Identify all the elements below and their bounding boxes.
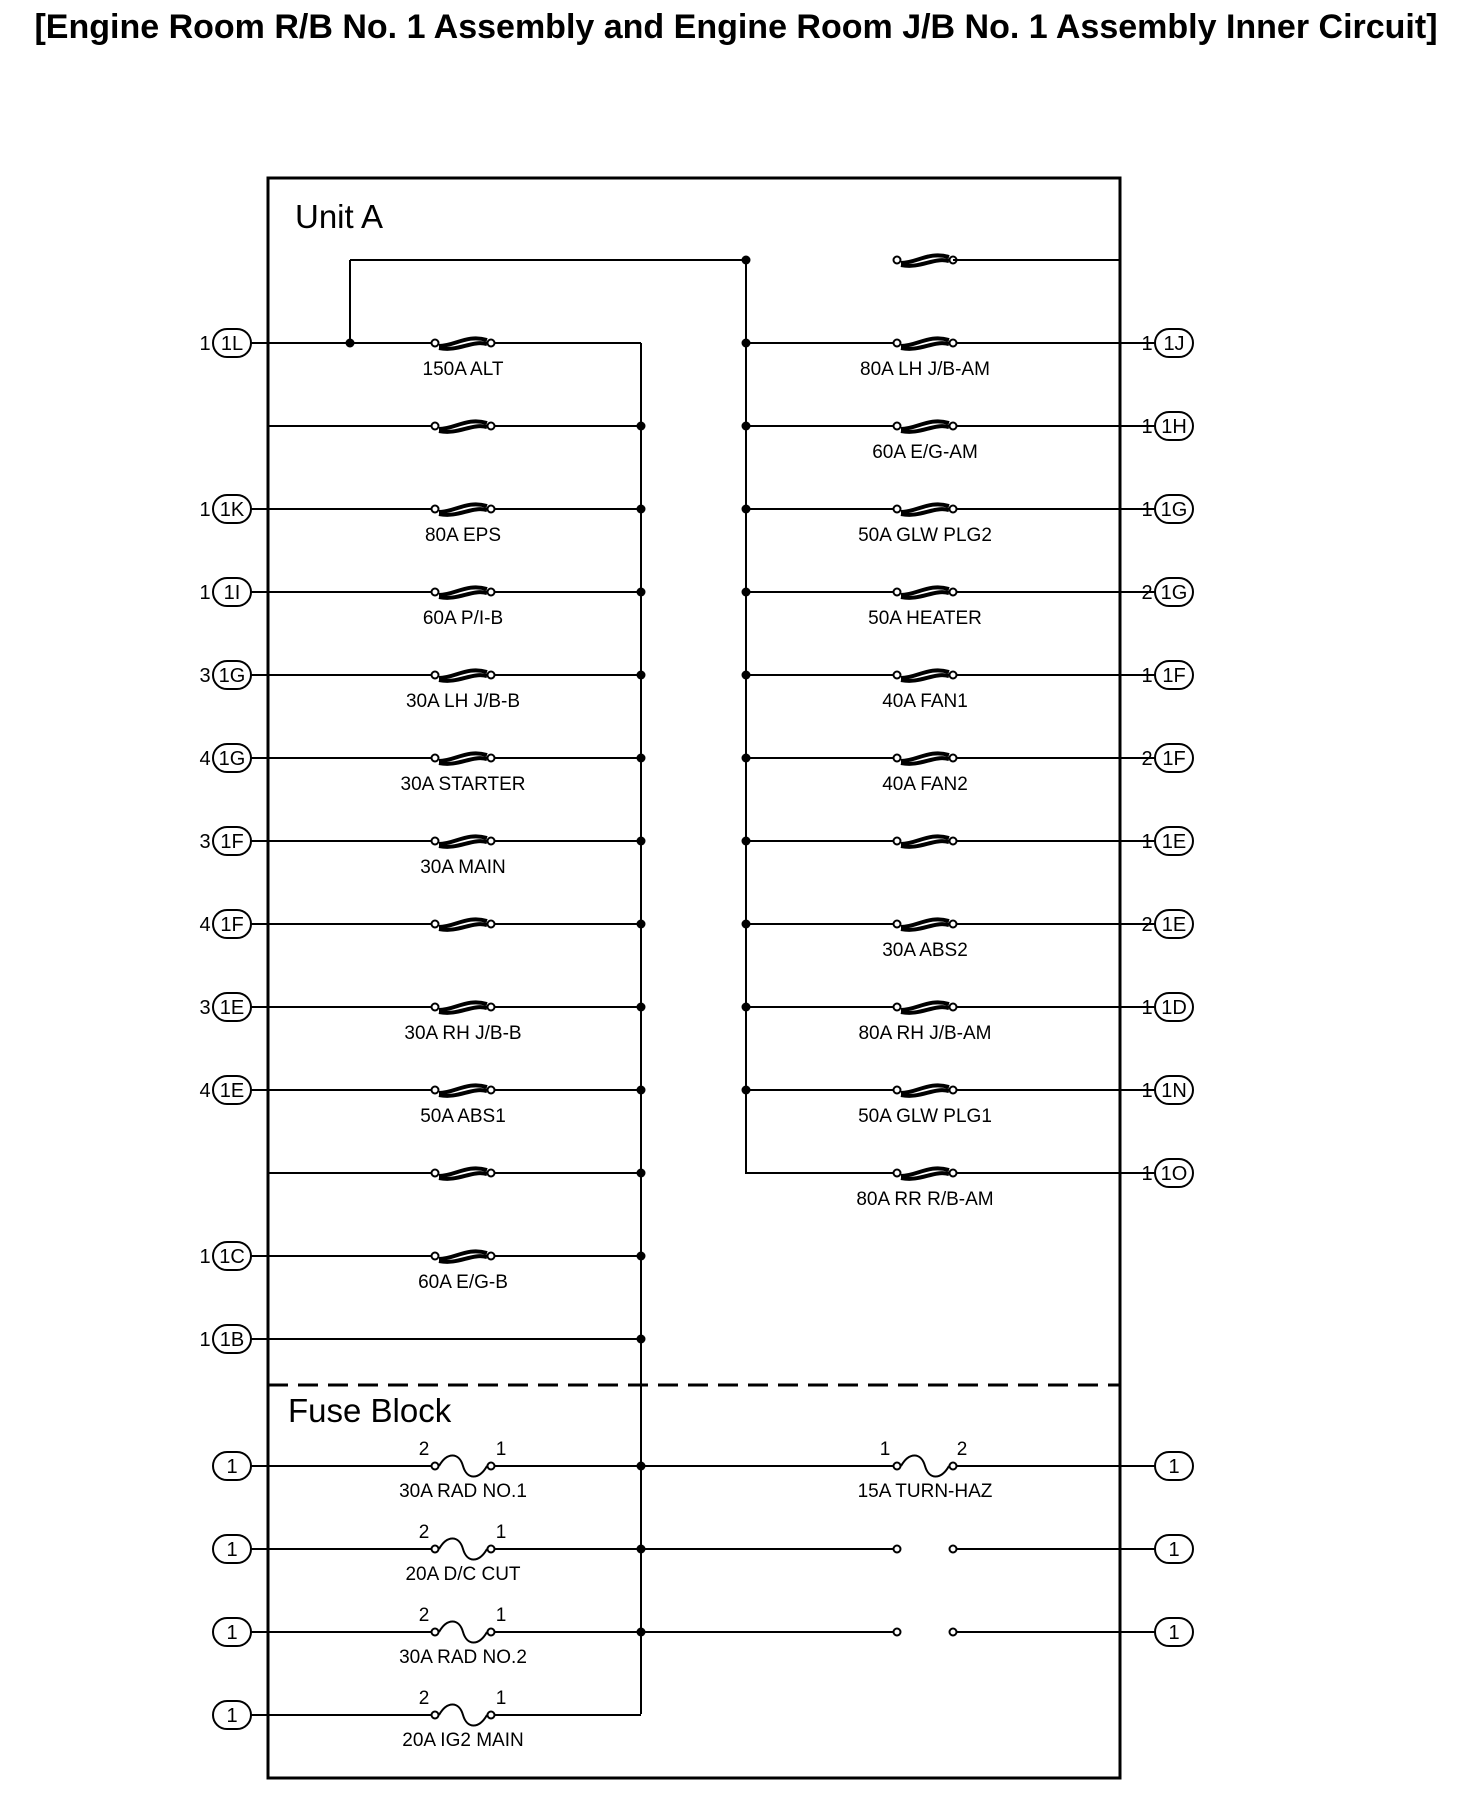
connector-id: 1E [1161,831,1187,853]
connector-id: 1 [1168,1539,1180,1561]
assembly-box [268,178,1120,1778]
fuse-terminal [894,838,901,845]
fuse-terminal [894,755,901,762]
fuse-terminal [488,1253,495,1260]
fuse-terminal [894,257,901,264]
junction-dot [637,671,646,680]
fuse-terminal [950,755,957,762]
empty-slot-gap [897,1624,953,1640]
fuse-terminal [894,589,901,596]
connector-id: 1 [1168,1622,1180,1644]
fuse-terminal [432,921,439,928]
fuse-terminal [432,1463,439,1470]
connector-id: 1 [226,1705,238,1727]
fuse-terminal [488,1004,495,1011]
fuse-terminal [894,340,901,347]
fuse-terminal [432,589,439,596]
empty-slot-terminal [894,1546,901,1553]
connector-pin: 1 [1141,1080,1153,1102]
junction-dot [637,837,646,846]
junction-dot [742,1086,751,1095]
connector-pin: 4 [199,1080,211,1102]
connector-id: 1F [220,914,244,936]
junction-dot [346,339,355,348]
fuse-label: 80A LH J/B-AM [860,359,990,380]
connector-pin: 1 [1141,416,1153,438]
connector-id: 1F [1162,665,1186,687]
fuse-terminal [950,589,957,596]
fuse-terminal [950,1170,957,1177]
fuse-terminal [950,921,957,928]
junction-dot [637,505,646,514]
fuse-label: 30A ABS2 [882,940,968,961]
fuse-terminal [432,1546,439,1553]
fuse-block-label: Fuse Block [288,1392,452,1429]
fuse-pin-number: 2 [418,1439,430,1460]
connector-id: 1 [1168,1456,1180,1478]
connector-id: 1B [219,1329,245,1351]
connector-pin: 1 [199,582,211,604]
fuse-terminal [950,506,957,513]
connector-id: 1H [1161,416,1187,438]
fuse-pin-number: 2 [418,1522,430,1543]
fuse-label: 150A ALT [422,359,504,380]
junction-dot [742,754,751,763]
fuse-terminal [488,1087,495,1094]
fuse-label: 15A TURN-HAZ [857,1481,993,1502]
junction-dot [742,588,751,597]
connector-pin: 1 [1141,333,1153,355]
unit-a-label: Unit A [295,198,384,235]
fuse-terminal [432,1253,439,1260]
junction-dot [637,754,646,763]
connector-pin: 4 [199,748,211,770]
junction-dot [742,422,751,431]
fuse-terminal [432,1004,439,1011]
fuse-terminal [432,1087,439,1094]
fuse-terminal [432,672,439,679]
junction-dot [742,837,751,846]
connector-id: 1 [226,1622,238,1644]
empty-slot-terminal [894,1629,901,1636]
connector-id: 1G [1160,582,1188,604]
fuse-pin-number: 1 [495,1439,507,1460]
fuse-terminal [894,1087,901,1094]
fuse-pin-number: 2 [418,1688,430,1709]
fuse-terminal [488,423,495,430]
connector-id: 1E [219,997,245,1019]
fuse-label: 50A ABS1 [420,1106,506,1127]
fuse-terminal [432,1170,439,1177]
connector-id: 1O [1160,1163,1188,1185]
fuse-label: 40A FAN2 [882,774,968,795]
junction-dot [742,505,751,514]
connector-id: 1D [1161,997,1187,1019]
fuse-label: 50A HEATER [868,608,982,629]
junction-dot [637,422,646,431]
fuse-terminal [432,423,439,430]
fuse-label: 40A FAN1 [882,691,968,712]
fuse-label: 50A GLW PLG2 [858,525,992,546]
fuse-label: 30A RAD NO.2 [399,1647,527,1668]
fuse-terminal [950,340,957,347]
connector-pin: 3 [199,665,211,687]
fuse-label: 30A LH J/B-B [405,691,521,712]
fuse-terminal [950,1004,957,1011]
connector-pin: 1 [1141,665,1153,687]
connector-id: 1C [219,1246,245,1268]
fuse-pin-number: 2 [418,1605,430,1626]
fuse-pin-number: 1 [495,1522,507,1543]
fuse-terminal [432,755,439,762]
connector-pin: 1 [199,1246,211,1268]
fuse-terminal [488,340,495,347]
junction-dot [742,920,751,929]
fuse-label: 30A RH J/B-B [404,1023,522,1044]
junction-dot [637,1086,646,1095]
fuse-pin-number: 2 [956,1439,968,1460]
fuse-pin-number: 1 [495,1688,507,1709]
fuse-terminal [488,838,495,845]
fuse-terminal [488,921,495,928]
fuse-label: 30A STARTER [400,774,526,795]
connector-pin: 1 [199,499,211,521]
fuse-terminal [432,340,439,347]
fuse-terminal [950,423,957,430]
fuse-terminal [432,1629,439,1636]
fuse-label: 60A E/G-AM [872,442,978,463]
page-title: [Engine Room R/B No. 1 Assembly and Engine Room J/B No. 1 Assembly Inner Circuit] [34,8,1438,46]
connector-id: 1F [220,831,244,853]
fuse-label: 60A E/G-B [418,1272,508,1293]
fuse-terminal [894,1004,901,1011]
empty-slot-terminal [950,1546,957,1553]
fuse-pin-number: 1 [495,1605,507,1626]
fuse-terminal [950,672,957,679]
fuse-terminal [488,1170,495,1177]
connector-id: 1N [1161,1080,1187,1102]
junction-dot [742,1003,751,1012]
connector-pin: 1 [1141,831,1153,853]
fuse-terminal [488,506,495,513]
fuse-terminal [488,589,495,596]
junction-dot [637,588,646,597]
fuse-label: 80A RR R/B-AM [856,1189,994,1210]
junction-dot [637,1003,646,1012]
junction-dot [637,920,646,929]
connector-id: 1J [1163,333,1185,355]
connector-id: 1G [1160,499,1188,521]
fuse-terminal [894,1170,901,1177]
fuse-terminal [432,1712,439,1719]
fuse-terminal [894,921,901,928]
connector-id: 1E [219,1080,245,1102]
connector-id: 1 [226,1456,238,1478]
fuse-label: 80A RH J/B-AM [858,1023,992,1044]
connector-id: 1L [220,333,244,355]
junction-dot [637,1252,646,1261]
fuse-terminal [488,1546,495,1553]
connector-pin: 1 [1141,1163,1153,1185]
connector-pin: 1 [199,1329,211,1351]
connector-id: 1I [223,582,241,604]
fuse-terminal [950,1087,957,1094]
connector-pin: 3 [199,831,211,853]
connector-pin: 2 [1141,748,1153,770]
connector-id: 1K [219,499,245,521]
fuse-terminal [488,1463,495,1470]
connector-pin: 3 [199,997,211,1019]
fuse-terminal [488,1629,495,1636]
connector-id: 1E [1161,914,1187,936]
connector-id: 1 [226,1539,238,1561]
connector-id: 1F [1162,748,1186,770]
fuse-label: 20A D/C CUT [405,1564,521,1585]
fuse-label: 60A P/I-B [422,608,504,629]
fuse-label: 30A RAD NO.1 [399,1481,527,1502]
empty-slot-gap [897,1541,953,1557]
connector-id: 1G [218,748,246,770]
connector-pin: 4 [199,914,211,936]
connector-pin: 2 [1141,582,1153,604]
fuse-terminal [432,506,439,513]
fuse-terminal [894,423,901,430]
junction-dot [742,671,751,680]
fuse-label: 50A GLW PLG1 [858,1106,992,1127]
fuse-terminal [894,672,901,679]
fuse-terminal [950,1463,957,1470]
fuse-label: 20A IG2 MAIN [402,1730,524,1751]
connector-pin: 1 [1141,997,1153,1019]
connector-pin: 1 [199,333,211,355]
fuse-label: 30A MAIN [420,857,506,878]
fuse-terminal [950,838,957,845]
empty-slot-terminal [950,1629,957,1636]
connector-id: 1G [218,665,246,687]
fuse-pin-number: 1 [879,1439,891,1460]
junction-dot [637,1169,646,1178]
fuse-terminal [488,672,495,679]
fuse-terminal [894,506,901,513]
junction-dot [742,256,751,265]
fuse-terminal [432,838,439,845]
fuse-terminal [488,1712,495,1719]
connector-pin: 1 [1141,499,1153,521]
junction-dot [742,339,751,348]
junction-dot [637,1335,646,1344]
fuse-terminal [894,1463,901,1470]
fuse-terminal [488,755,495,762]
fuse-label: 80A EPS [424,525,502,546]
connector-pin: 2 [1141,914,1153,936]
